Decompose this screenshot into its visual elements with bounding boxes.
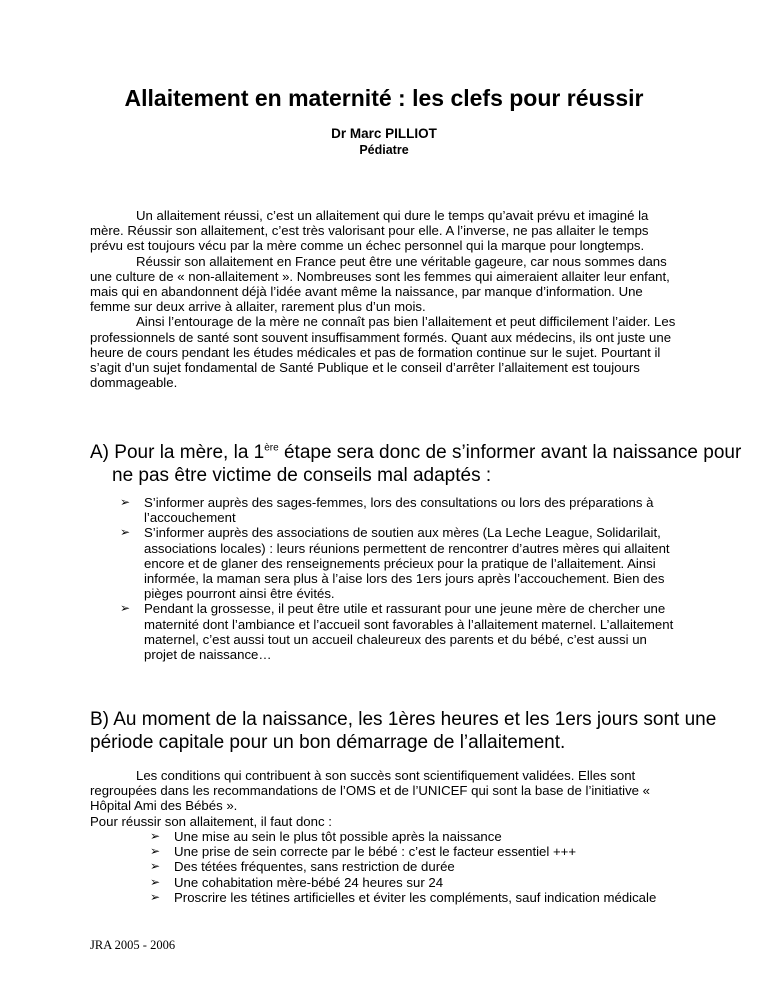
arrowhead-bullet-icon: ➢ bbox=[150, 874, 161, 889]
list-item-text: Proscrire les tétines artificielles et éviter les compléments, sauf indication médicale bbox=[174, 889, 657, 905]
section-a-heading-superscript: ère bbox=[264, 442, 279, 454]
intro-paragraph: Réussir son allaitement en France peut être une véritable gageure, car nous sommes dans une culture de « non-allaitement ». Nombreuses sont les femmes qui aimeraient allaiter leur enfant, mais qui en abandonnent déjà l’idée avant même la naissance, par manque d’information. Une femme sur deux arrive à allaiter, rarement plus d’un mois. bbox=[90, 253, 670, 315]
list-item-text: Une prise de sein correcte par le bébé : c’est le facteur essentiel +++ bbox=[174, 844, 577, 860]
section-b-list bbox=[150, 829, 670, 905]
section-b-paragraph: Les conditions qui contribuent à son succès sont scientifiquement validées. Elles sont regroupées dans les recommandations de l’OMS et de l’UNICEF qui sont la base de l’initiative « Hôpital Ami des Bébés ». bbox=[90, 768, 651, 814]
arrowhead-bullet-icon: ➢ bbox=[120, 525, 131, 540]
section-a-heading-start: A) Pour la mère, la 1 bbox=[90, 442, 265, 463]
intro-section bbox=[90, 208, 680, 390]
list-item-text: Des tétées fréquentes, sans restriction de durée bbox=[174, 859, 455, 875]
list-item bbox=[150, 844, 670, 859]
arrowhead-bullet-icon: ➢ bbox=[120, 495, 131, 509]
list-item-text: S’informer auprès des sages-femmes, lors des consultations ou lors des préparations à l’accouchement bbox=[144, 495, 654, 526]
section-a-heading-end: étape sera donc de s’informer avant la naissance pour ne pas être victime de conseils mal adaptés : bbox=[112, 442, 742, 486]
list-item bbox=[120, 601, 680, 662]
arrowhead-bullet-icon: ➢ bbox=[150, 859, 161, 874]
document-title: Allaitement en maternité : les clefs pour réussir bbox=[124, 85, 644, 111]
list-item-text: Une cohabitation mère-bébé 24 heures sur 24 bbox=[174, 874, 444, 890]
section-a-heading bbox=[90, 441, 752, 487]
list-item bbox=[120, 495, 680, 525]
intro-paragraph: Ainsi l’entourage de la mère ne connaît pas bien l’allaitement et peut difficilement l’aider. Les professionnels de santé sont souvent insuffisamment formés. Quant aux médecins, ils ont juste une heure de cours pendant les études médicales et pas de formation continue sur le sujet. Pourtant il s’agit d’un sujet fondamental de Santé Publique et le conseil d’arrêter l’allaitement est toujours dommageable. bbox=[90, 314, 676, 391]
list-item bbox=[120, 525, 680, 601]
author-role: Pédiatre bbox=[359, 143, 409, 157]
list-item-text: Une mise au sein le plus tôt possible après la naissance bbox=[174, 829, 502, 844]
intro-paragraph: Un allaitement réussi, c’est un allaitement qui dure le temps qu’avait prévu et imaginé la mère. Réussir son allaitement, c’est très valorisant pour elle. A l’inverse, ne pas allaiter le temps prévu est toujours vécu par la mère comme un échec personnel qui la marque pour longtemps. bbox=[90, 208, 649, 254]
section-b-lead: Pour réussir son allaitement, il faut donc : bbox=[90, 813, 332, 829]
list-item bbox=[150, 875, 670, 890]
arrowhead-bullet-icon: ➢ bbox=[150, 829, 161, 843]
list-item bbox=[150, 890, 670, 905]
section-b-body bbox=[90, 768, 690, 829]
author-name: Dr Marc PILLIOT bbox=[331, 126, 437, 141]
list-item bbox=[150, 829, 670, 844]
section-b-heading: B) Au moment de la naissance, les 1ères heures et les 1ers jours sont une période capitale pour un bon démarrage de l’allaitement. bbox=[90, 709, 717, 753]
section-a-list bbox=[120, 495, 680, 662]
arrowhead-bullet-icon: ➢ bbox=[150, 889, 161, 904]
list-item-text: S’informer auprès des associations de soutien aux mères (La Leche League, Solidarilait, associations locales) : leurs réunions permettent de rencontrer d’autres mères qui allaitent encore et de glaner des renseignements précieux pour la pratique de l’allaitement. Ainsi informée, la maman sera plus à l’aise lors des 1ers jours après l’accouchement. Bien des pièges pourront ainsi être évités. bbox=[144, 525, 670, 602]
list-item bbox=[150, 859, 670, 874]
list-item-text: Pendant la grossesse, il peut être utile et rassurant pour une jeune mère de chercher une maternité dont l’ambiance et l’accueil sont favorables à l’allaitement maternel. L’allaitement maternel, c’est aussi tout un accueil chaleureux des parents et du bébé, c’est aussi un projet de naissance… bbox=[144, 601, 674, 663]
page-footer: JRA 2005 - 2006 bbox=[90, 938, 176, 952]
arrowhead-bullet-icon: ➢ bbox=[120, 601, 131, 616]
arrowhead-bullet-icon: ➢ bbox=[150, 844, 161, 859]
